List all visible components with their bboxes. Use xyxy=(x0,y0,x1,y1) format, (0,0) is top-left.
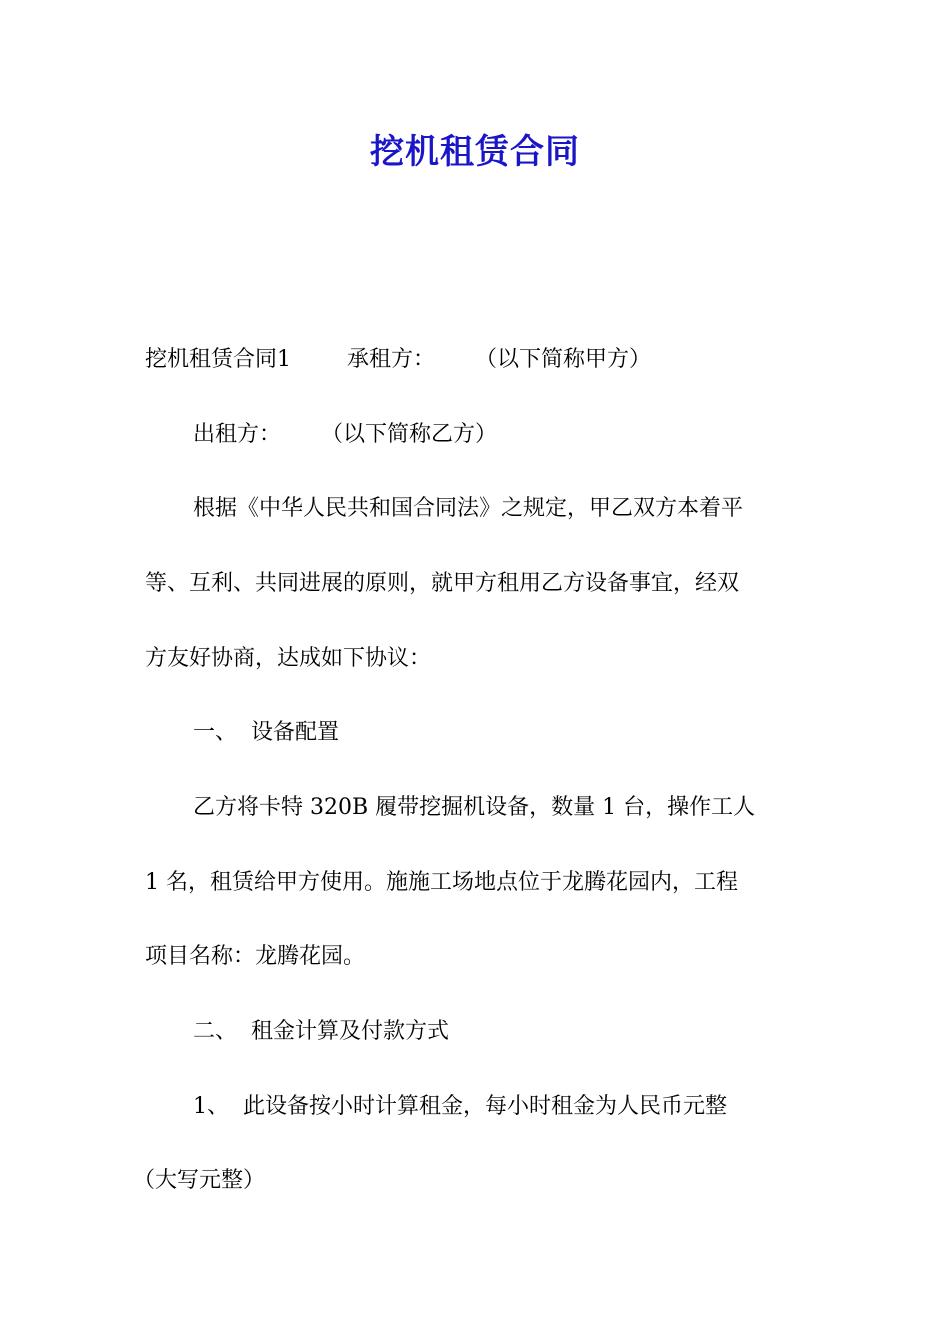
section1-line-1: 乙方将卡特 320B 履带挖掘机设备，数量 1 台，操作工人 xyxy=(193,795,756,820)
intro-line-3: 方友好协商，达成如下协议： xyxy=(145,646,432,671)
section2-item1-line-2: （大写元整） xyxy=(133,1168,266,1193)
section2-item1-text: 此设备按小时计算租金，每小时租金为人民币元整 xyxy=(243,1094,728,1119)
section2-item1-line-1 xyxy=(193,1092,727,1122)
section1-title: 设备配置 xyxy=(251,720,340,745)
section1-heading xyxy=(193,718,339,748)
lessor-label: 出租方： xyxy=(193,422,282,447)
section2-heading xyxy=(193,1017,449,1047)
intro-line-1: 根据《中华人民共和国合同法》之规定，甲乙双方本着平 xyxy=(193,496,744,521)
lessee-label: 承租方： xyxy=(347,347,436,372)
intro-line-2: 等、互利、共同进展的原则，就甲方租用乙方设备事宜，经双 xyxy=(145,571,740,596)
section2-title: 租金计算及付款方式 xyxy=(251,1019,450,1044)
section1-number: 一、 xyxy=(193,720,238,745)
section1-line-2: 1 名，租赁给甲方使用。施施工场地点位于龙腾花园内，工程 xyxy=(145,870,738,895)
header-line xyxy=(145,345,651,375)
lessor-note: （以下简称乙方） xyxy=(321,422,498,447)
lessee-note: （以下简称甲方） xyxy=(475,347,652,372)
section2-item1-number: 1、 xyxy=(193,1094,229,1119)
lessor-line xyxy=(193,420,497,450)
section2-number: 二、 xyxy=(193,1019,238,1044)
contract-label: 挖机租赁合同1 xyxy=(145,347,291,372)
section1-line-3: 项目名称：龙腾花园。 xyxy=(145,944,366,969)
document-title: 挖机租赁合同 xyxy=(370,132,580,172)
